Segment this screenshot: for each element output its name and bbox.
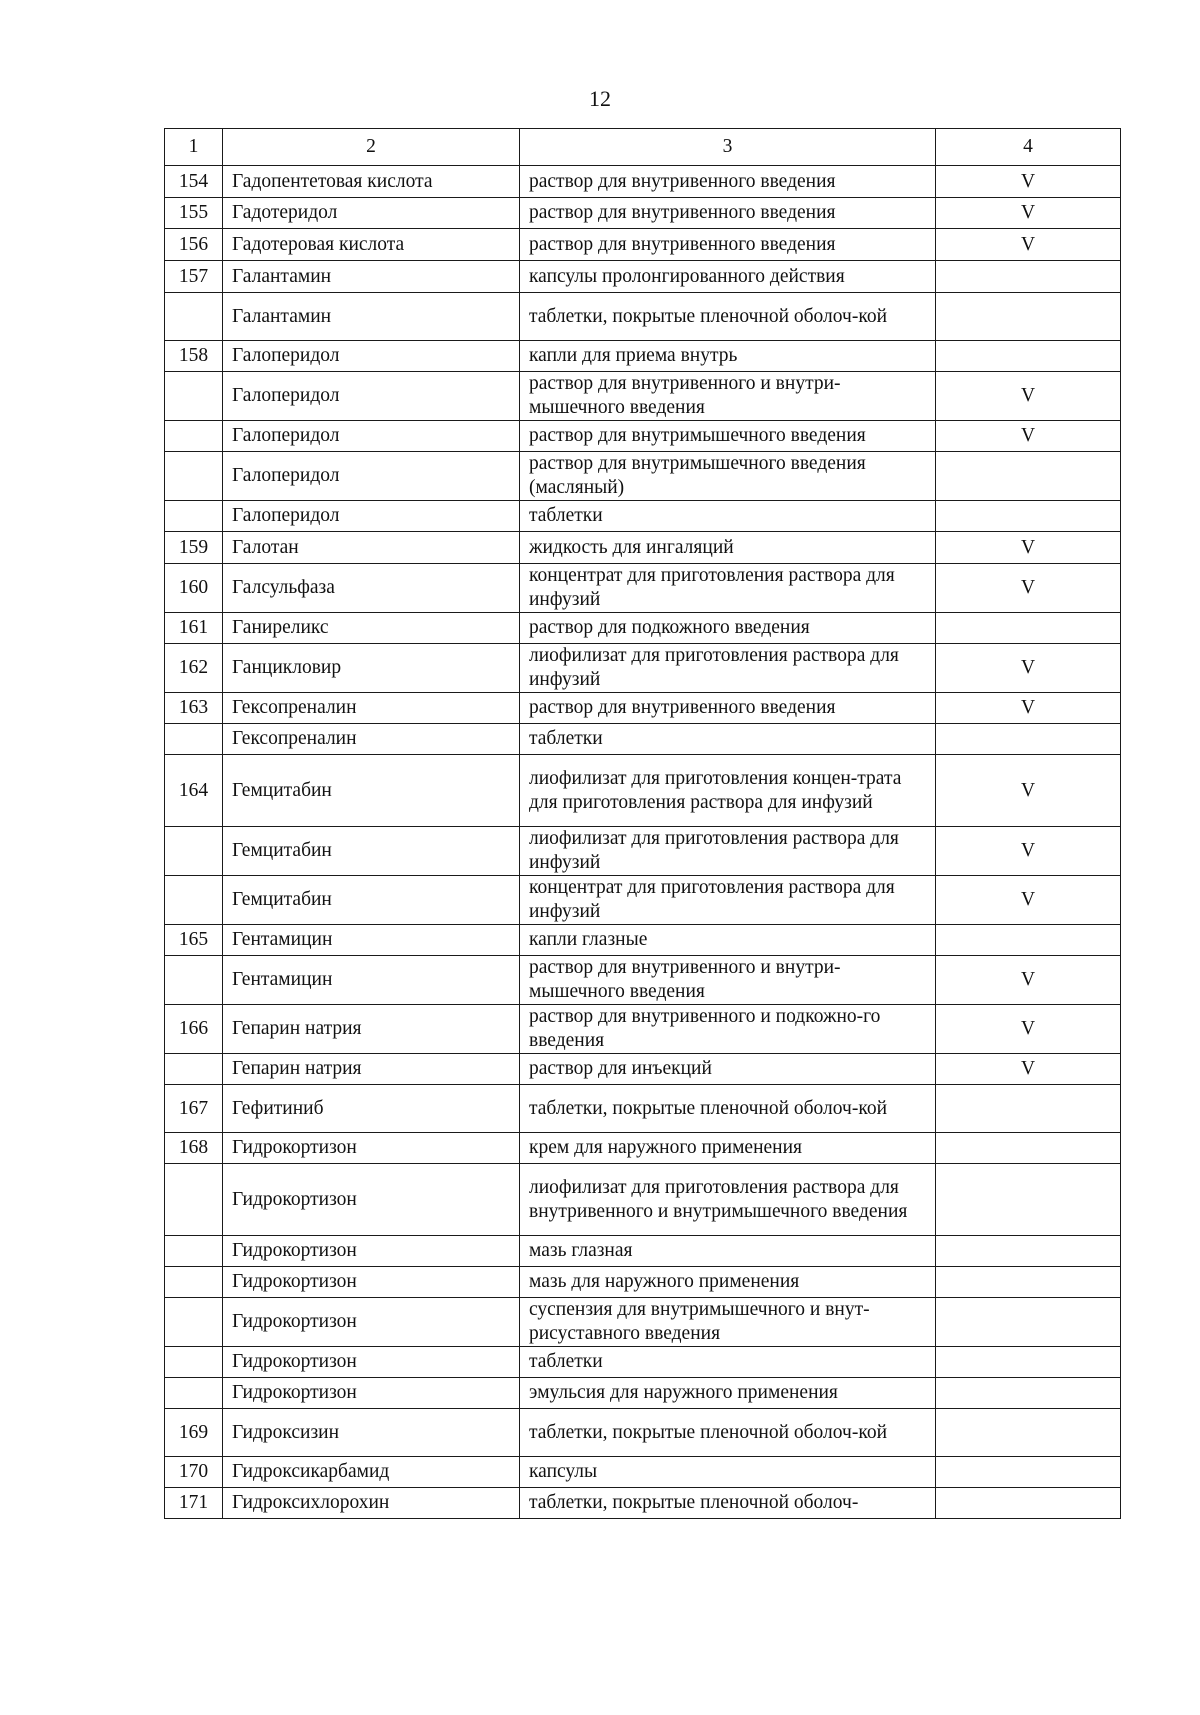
mark-cell xyxy=(936,613,1121,644)
mark-cell: V xyxy=(936,532,1121,564)
dosage-form-cell: таблетки, покрытые пленочной оболоч-кой xyxy=(520,1409,936,1457)
table-row xyxy=(165,724,1121,755)
row-number-cell: 167 xyxy=(165,1085,223,1133)
table-row xyxy=(165,261,1121,293)
dosage-form-cell: раствор для подкожного введения xyxy=(520,613,936,644)
table-row xyxy=(165,421,1121,452)
table-row xyxy=(165,1488,1121,1519)
table-row xyxy=(165,693,1121,724)
drug-table xyxy=(164,128,1121,1519)
row-number-cell: 158 xyxy=(165,341,223,372)
table-row xyxy=(165,1164,1121,1236)
dosage-form-cell: концентрат для приготовления раствора для инфузий xyxy=(520,876,936,925)
table-body xyxy=(165,129,1121,1519)
row-number-cell xyxy=(165,876,223,925)
mark-cell xyxy=(936,341,1121,372)
row-number-cell: 171 xyxy=(165,1488,223,1519)
table-row xyxy=(165,925,1121,956)
row-number-cell xyxy=(165,956,223,1005)
page-number: 12 xyxy=(589,86,611,111)
table-row xyxy=(165,372,1121,421)
mark-cell: V xyxy=(936,956,1121,1005)
header-cell-number: 1 xyxy=(165,129,223,166)
row-number-cell: 156 xyxy=(165,229,223,261)
mark-cell xyxy=(936,1378,1121,1409)
dosage-form-cell: мазь глазная xyxy=(520,1236,936,1267)
dosage-form-cell: суспензия для внутримышечного и внут-рисуставного введения xyxy=(520,1298,936,1347)
dosage-form-cell: раствор для внутривенного введения xyxy=(520,166,936,198)
row-number-cell: 159 xyxy=(165,532,223,564)
dosage-form-cell: лиофилизат для приготовления концен-трата для приготовления раствора для инфузий xyxy=(520,755,936,827)
drug-name-cell: Гидрокортизон xyxy=(223,1164,520,1236)
table-row xyxy=(165,452,1121,501)
dosage-form-cell: капли для приема внутрь xyxy=(520,341,936,372)
drug-name-cell: Ганиреликс xyxy=(223,613,520,644)
mark-cell: V xyxy=(936,1005,1121,1054)
mark-cell xyxy=(936,1085,1121,1133)
drug-name-cell: Гентамицин xyxy=(223,925,520,956)
dosage-form-cell: раствор для внутривенного введения xyxy=(520,693,936,724)
table-row xyxy=(165,1005,1121,1054)
table-row xyxy=(165,501,1121,532)
table-row xyxy=(165,827,1121,876)
dosage-form-cell: таблетки xyxy=(520,1347,936,1378)
row-number-cell: 164 xyxy=(165,755,223,827)
row-number-cell xyxy=(165,724,223,755)
drug-name-cell: Гидрокортизон xyxy=(223,1133,520,1164)
mark-cell: V xyxy=(936,876,1121,925)
drug-name-cell: Гидрокортизон xyxy=(223,1236,520,1267)
drug-name-cell: Галоперидол xyxy=(223,341,520,372)
row-number-cell xyxy=(165,1236,223,1267)
dosage-form-cell: концентрат для приготовления раствора для инфузий xyxy=(520,564,936,613)
dosage-form-cell: раствор для внутривенного введения xyxy=(520,198,936,229)
dosage-form-cell: таблетки, покрытые пленочной оболоч-кой xyxy=(520,1085,936,1133)
drug-name-cell: Гидроксихлорохин xyxy=(223,1488,520,1519)
row-number-cell: 166 xyxy=(165,1005,223,1054)
table-row xyxy=(165,564,1121,613)
row-number-cell: 161 xyxy=(165,613,223,644)
table-row xyxy=(165,755,1121,827)
drug-name-cell: Гефитиниб xyxy=(223,1085,520,1133)
row-number-cell xyxy=(165,1164,223,1236)
drug-name-cell: Галоперидол xyxy=(223,421,520,452)
dosage-form-cell: раствор для внутривенного введения xyxy=(520,229,936,261)
dosage-form-cell: жидкость для ингаляций xyxy=(520,532,936,564)
drug-name-cell: Гемцитабин xyxy=(223,755,520,827)
dosage-form-cell: раствор для инъекций xyxy=(520,1054,936,1085)
drug-name-cell: Галоперидол xyxy=(223,501,520,532)
dosage-form-cell: эмульсия для наружного применения xyxy=(520,1378,936,1409)
drug-name-cell: Галантамин xyxy=(223,261,520,293)
drug-name-cell: Гидроксикарбамид xyxy=(223,1457,520,1488)
drug-name-cell: Гидрокортизон xyxy=(223,1267,520,1298)
table-row xyxy=(165,1133,1121,1164)
drug-name-cell: Гепарин натрия xyxy=(223,1005,520,1054)
row-number-cell: 160 xyxy=(165,564,223,613)
row-number-cell xyxy=(165,1347,223,1378)
table-row xyxy=(165,613,1121,644)
mark-cell: V xyxy=(936,644,1121,693)
dosage-form-cell: раствор для внутримышечного введения (масляный) xyxy=(520,452,936,501)
dosage-form-cell: мазь для наружного применения xyxy=(520,1267,936,1298)
dosage-form-cell: раствор для внутримышечного введения xyxy=(520,421,936,452)
mark-cell: V xyxy=(936,198,1121,229)
row-number-cell: 163 xyxy=(165,693,223,724)
table-row xyxy=(165,532,1121,564)
table-row xyxy=(165,1457,1121,1488)
row-number-cell xyxy=(165,827,223,876)
mark-cell xyxy=(936,724,1121,755)
mark-cell xyxy=(936,1164,1121,1236)
dosage-form-cell: таблетки xyxy=(520,724,936,755)
dosage-form-cell: лиофилизат для приготовления раствора для внутривенного и внутримышечного введения xyxy=(520,1164,936,1236)
row-number-cell: 165 xyxy=(165,925,223,956)
mark-cell: V xyxy=(936,827,1121,876)
mark-cell: V xyxy=(936,229,1121,261)
row-number-cell xyxy=(165,372,223,421)
drug-name-cell: Гидроксизин xyxy=(223,1409,520,1457)
drug-name-cell: Гидрокортизон xyxy=(223,1347,520,1378)
dosage-form-cell: капсулы xyxy=(520,1457,936,1488)
table-row xyxy=(165,1378,1121,1409)
dosage-form-cell: лиофилизат для приготовления раствора для инфузий xyxy=(520,644,936,693)
mark-cell xyxy=(936,1409,1121,1457)
drug-name-cell: Гемцитабин xyxy=(223,827,520,876)
table-row xyxy=(165,1409,1121,1457)
header-cell-name: 2 xyxy=(223,129,520,166)
drug-name-cell: Галантамин xyxy=(223,293,520,341)
dosage-form-cell: крем для наружного применения xyxy=(520,1133,936,1164)
mark-cell xyxy=(936,1457,1121,1488)
drug-name-cell: Гемцитабин xyxy=(223,876,520,925)
drug-name-cell: Галсульфаза xyxy=(223,564,520,613)
table-row xyxy=(165,341,1121,372)
header-cell-form: 3 xyxy=(520,129,936,166)
table-row xyxy=(165,166,1121,198)
table-row xyxy=(165,876,1121,925)
drug-name-cell: Гидрокортизон xyxy=(223,1298,520,1347)
drug-name-cell: Галоперидол xyxy=(223,452,520,501)
mark-cell xyxy=(936,1236,1121,1267)
mark-cell xyxy=(936,1488,1121,1519)
drug-name-cell: Гексопреналин xyxy=(223,693,520,724)
table-row xyxy=(165,1347,1121,1378)
row-number-cell xyxy=(165,452,223,501)
dosage-form-cell: раствор для внутривенного и внутри-мышечного введения xyxy=(520,956,936,1005)
row-number-cell: 162 xyxy=(165,644,223,693)
header-cell-mark: 4 xyxy=(936,129,1121,166)
drug-name-cell: Гидрокортизон xyxy=(223,1378,520,1409)
mark-cell: V xyxy=(936,693,1121,724)
row-number-cell: 157 xyxy=(165,261,223,293)
row-number-cell xyxy=(165,1378,223,1409)
row-number-cell xyxy=(165,501,223,532)
table-row xyxy=(165,1054,1121,1085)
drug-name-cell: Гексопреналин xyxy=(223,724,520,755)
table-row xyxy=(165,229,1121,261)
mark-cell: V xyxy=(936,372,1121,421)
dosage-form-cell: таблетки, покрытые пленочной оболоч-кой xyxy=(520,293,936,341)
table-row xyxy=(165,198,1121,229)
dosage-form-cell: раствор для внутривенного и подкожно-го введения xyxy=(520,1005,936,1054)
mark-cell: V xyxy=(936,421,1121,452)
row-number-cell: 168 xyxy=(165,1133,223,1164)
dosage-form-cell: раствор для внутривенного и внутри-мышечного введения xyxy=(520,372,936,421)
mark-cell: V xyxy=(936,166,1121,198)
mark-cell: V xyxy=(936,755,1121,827)
mark-cell xyxy=(936,925,1121,956)
mark-cell: V xyxy=(936,1054,1121,1085)
row-number-cell: 169 xyxy=(165,1409,223,1457)
drug-name-cell: Гентамицин xyxy=(223,956,520,1005)
row-number-cell xyxy=(165,1298,223,1347)
row-number-cell xyxy=(165,1267,223,1298)
mark-cell xyxy=(936,1133,1121,1164)
dosage-form-cell: таблетки, покрытые пленочной оболоч- xyxy=(520,1488,936,1519)
table-row xyxy=(165,293,1121,341)
table-row xyxy=(165,644,1121,693)
table-row xyxy=(165,956,1121,1005)
drug-name-cell: Гепарин натрия xyxy=(223,1054,520,1085)
drug-name-cell: Гадотеридол xyxy=(223,198,520,229)
row-number-cell xyxy=(165,293,223,341)
drug-name-cell: Гадопентетовая кислота xyxy=(223,166,520,198)
row-number-cell: 170 xyxy=(165,1457,223,1488)
row-number-cell: 155 xyxy=(165,198,223,229)
table-header-row xyxy=(165,129,1121,166)
drug-name-cell: Галотан xyxy=(223,532,520,564)
row-number-cell xyxy=(165,421,223,452)
mark-cell xyxy=(936,1298,1121,1347)
drug-name-cell: Ганцикловир xyxy=(223,644,520,693)
dosage-form-cell: капсулы пролонгированного действия xyxy=(520,261,936,293)
mark-cell xyxy=(936,293,1121,341)
drug-name-cell: Гадотеровая кислота xyxy=(223,229,520,261)
row-number-cell: 154 xyxy=(165,166,223,198)
mark-cell xyxy=(936,261,1121,293)
drug-name-cell: Галоперидол xyxy=(223,372,520,421)
mark-cell xyxy=(936,452,1121,501)
table-row xyxy=(165,1298,1121,1347)
dosage-form-cell: капли глазные xyxy=(520,925,936,956)
table-row xyxy=(165,1085,1121,1133)
row-number-cell xyxy=(165,1054,223,1085)
mark-cell xyxy=(936,1347,1121,1378)
mark-cell xyxy=(936,1267,1121,1298)
table-row xyxy=(165,1236,1121,1267)
table-row xyxy=(165,1267,1121,1298)
mark-cell xyxy=(936,501,1121,532)
dosage-form-cell: лиофилизат для приготовления раствора для инфузий xyxy=(520,827,936,876)
mark-cell: V xyxy=(936,564,1121,613)
dosage-form-cell: таблетки xyxy=(520,501,936,532)
